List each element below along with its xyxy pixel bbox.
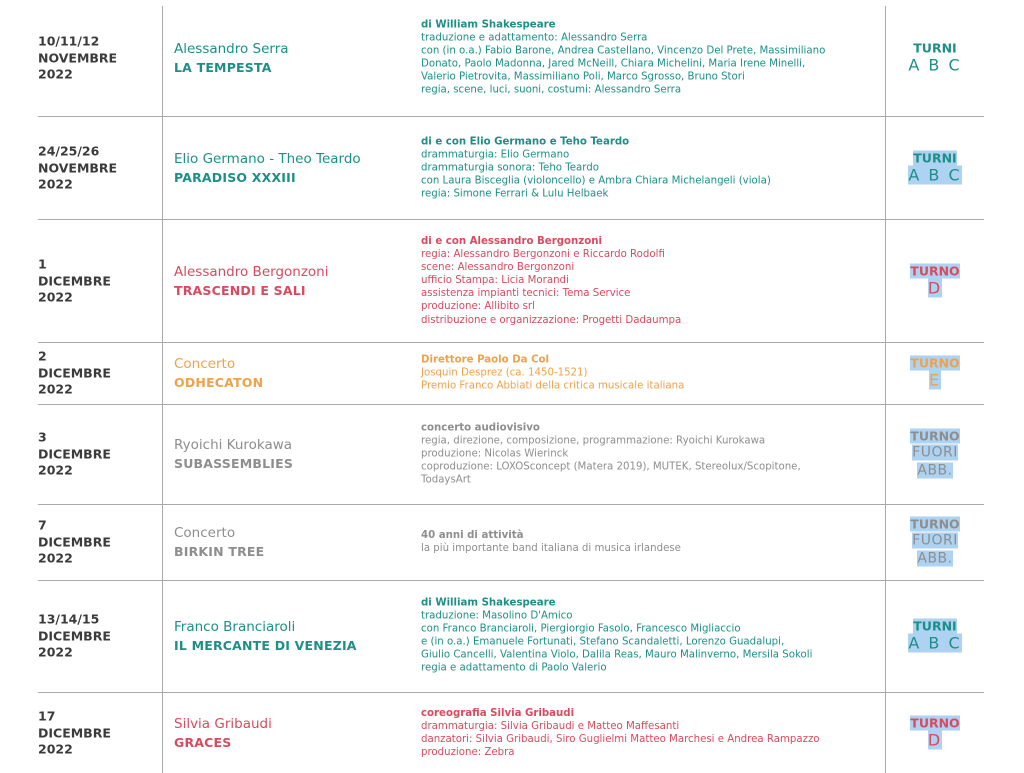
turn-value xyxy=(886,634,984,654)
date-line: 3 xyxy=(38,429,47,445)
turn-value xyxy=(886,371,984,391)
details-line: regia, scene, luci, suoni, costumi: Alessandro Serra xyxy=(421,85,682,97)
turn-value-text: A B C xyxy=(908,55,962,75)
details-line: regia: Alessandro Bergonzoni e Riccardo Rodolfi xyxy=(421,249,665,261)
event-details xyxy=(421,597,881,676)
event-date xyxy=(38,348,158,398)
artist-name: Elio Germano - Theo Teardo xyxy=(174,150,361,167)
event-title-block xyxy=(174,525,414,560)
details-line: la più importante band italiana di musica irlandese xyxy=(421,543,681,554)
event-details xyxy=(421,707,881,759)
turn-value-text: ABB. xyxy=(917,462,953,479)
details-line: e (in o.a.) Emanuele Fortunati, Stefano Scandaletti, Lorenzo Guadalupi, xyxy=(421,637,785,648)
turn-label-text: TURNO xyxy=(910,715,960,731)
turn-label xyxy=(886,151,984,166)
turn-value-text: FUORI xyxy=(912,444,958,461)
event-title-block xyxy=(174,716,414,751)
date-line: DICEMBRE xyxy=(38,627,111,643)
turn-label-text: TURNO xyxy=(910,355,960,371)
event-date xyxy=(38,143,158,193)
details-line: Giulio Cancelli, Valentina Violo, Dalila Reas, Mauro Malinverno, Mersila Sokoli xyxy=(421,650,813,662)
details-line: drammaturgia: Elio Germano xyxy=(421,149,570,161)
details-line: Premio Franco Abbiati della critica musicale italiana xyxy=(421,380,685,392)
details-line: Valerio Pietrovita, Massimiliano Poli, Marco Sgrosso, Bruno Stori xyxy=(421,72,745,84)
event-title-block xyxy=(174,437,414,472)
turn-value-text: FUORI xyxy=(912,532,958,549)
details-line: regia: Simone Ferrari & Lulu Helbaek xyxy=(421,188,609,200)
show-title: GRACES xyxy=(174,734,232,750)
artist-name: Concerto xyxy=(174,524,236,541)
event-date xyxy=(38,33,158,83)
event-details xyxy=(421,529,881,555)
turn-value-text: D xyxy=(927,278,943,298)
details-heading: di e con Alessandro Bergonzoni xyxy=(421,236,602,248)
date-line: 17 xyxy=(38,708,56,724)
event-date xyxy=(38,517,158,567)
turn-value-text: D xyxy=(927,730,943,750)
turn-value xyxy=(886,532,984,550)
details-heading: coreografia Silvia Gribaudi xyxy=(421,707,575,719)
turn-value-text: ABB. xyxy=(917,550,953,567)
artist-name: Alessandro Serra xyxy=(174,40,289,57)
row-separator xyxy=(38,219,984,220)
details-heading: Direttore Paolo Da Col xyxy=(421,354,550,366)
row-separator xyxy=(38,692,984,693)
event-date xyxy=(38,611,158,661)
event-title-block xyxy=(174,151,414,186)
subscription-turn xyxy=(886,356,984,391)
turn-label-text: TURNO xyxy=(910,263,960,279)
details-heading: di William Shakespeare xyxy=(421,19,556,31)
turn-label xyxy=(886,429,984,444)
event-date xyxy=(38,429,158,479)
date-line: DICEMBRE xyxy=(38,724,111,740)
details-line: drammaturgia sonora: Teho Teardo xyxy=(421,162,599,174)
turn-label-text: TURNO xyxy=(910,428,960,444)
turn-value xyxy=(886,166,984,186)
show-title: SUBASSEMBLIES xyxy=(174,455,294,471)
details-line: produzione: Nicolas Wierinck xyxy=(421,448,569,460)
details-line: distribuzione e organizzazione: Progetti Dadaumpa xyxy=(421,314,682,326)
event-details xyxy=(421,135,881,200)
date-line: 2022 xyxy=(38,381,73,397)
event-title-block xyxy=(174,356,414,391)
details-line: Josquin Desprez (ca. 1450-1521) xyxy=(421,367,588,379)
details-line: Donato, Paolo Madonna, Jared McNeill, Chiara Michelini, Maria Irene Minelli, xyxy=(421,59,806,70)
event-details xyxy=(421,19,881,98)
details-line: regia, direzione, composizione, programmazione: Ryoichi Kurokawa xyxy=(421,435,766,447)
turn-label xyxy=(886,716,984,731)
turn-value xyxy=(886,462,984,480)
date-line: DICEMBRE xyxy=(38,533,111,549)
details-heading: di e con Elio Germano e Teho Teardo xyxy=(421,136,630,148)
details-line: con Laura Bisceglia (violoncello) e Ambra Chiara Michelangeli (viola) xyxy=(421,175,771,187)
date-line: 2 xyxy=(38,348,47,364)
details-heading: di William Shakespeare xyxy=(421,597,556,609)
artist-name: Silvia Gribaudi xyxy=(174,715,272,732)
turn-value-text: E xyxy=(928,370,942,390)
details-line: produzione: Allibito srl xyxy=(421,301,535,313)
turn-label-text: TURNO xyxy=(910,516,960,532)
turn-value xyxy=(886,550,984,568)
details-line: drammaturgia: Silvia Gribaudi e Matteo Maffesanti xyxy=(421,720,680,732)
date-line: 10/11/12 xyxy=(38,33,100,49)
details-line: assistenza impianti tecnici: Tema Service xyxy=(421,288,631,300)
event-details xyxy=(421,421,881,486)
date-line: DICEMBRE xyxy=(38,272,111,288)
details-line: ufficio Stampa: Licia Morandi xyxy=(421,275,569,287)
event-date xyxy=(38,256,158,306)
show-title: ODHECATON xyxy=(174,374,264,390)
show-title: TRASCENDI E SALI xyxy=(174,282,306,298)
date-line: 24/25/26 xyxy=(38,143,100,159)
subscription-turn xyxy=(886,264,984,299)
subscription-turn xyxy=(886,41,984,76)
show-title: IL MERCANTE DI VENEZIA xyxy=(174,637,357,653)
event-title-block xyxy=(174,41,414,76)
event-title-block xyxy=(174,264,414,299)
date-line: 2022 xyxy=(38,644,73,660)
details-line: con (in o.a.) Fabio Barone, Andrea Castellano, Vincenzo Del Prete, Massimiliano xyxy=(421,45,826,57)
turn-value-text: A B C xyxy=(908,633,962,653)
date-line: 2022 xyxy=(38,176,73,192)
details-line: produzione: Zebra xyxy=(421,747,515,759)
event-date xyxy=(38,708,158,758)
date-line: DICEMBRE xyxy=(38,445,111,461)
event-details xyxy=(421,353,881,392)
turn-label-text: TURNI xyxy=(913,618,957,634)
turn-label xyxy=(886,619,984,634)
date-line: DICEMBRE xyxy=(38,364,111,380)
row-separator xyxy=(38,504,984,505)
details-line: coproduzione: LOXOSconcept (Matera 2019), MUTEK, Stereolux/Scopitone, xyxy=(421,461,801,473)
artist-name: Franco Branciaroli xyxy=(174,618,296,635)
turn-value xyxy=(886,731,984,751)
details-line: TodaysArt xyxy=(421,474,471,486)
date-line: 2022 xyxy=(38,289,73,305)
date-line: NOVEMBRE xyxy=(38,159,118,175)
artist-name: Concerto xyxy=(174,355,236,372)
details-line: con Franco Branciaroli, Piergiorgio Fasolo, Francesco Migliaccio xyxy=(421,623,741,635)
details-line: traduzione: Masolino D'Amico xyxy=(421,610,573,622)
date-line: 13/14/15 xyxy=(38,611,100,627)
turn-value-text: A B C xyxy=(908,165,962,185)
date-line: 7 xyxy=(38,517,47,533)
turn-label xyxy=(886,264,984,279)
row-separator xyxy=(38,580,984,581)
row-separator xyxy=(38,342,984,343)
event-title-block xyxy=(174,619,414,654)
artist-name: Alessandro Bergonzoni xyxy=(174,263,329,280)
date-line: NOVEMBRE xyxy=(38,49,118,65)
date-line: 2022 xyxy=(38,741,73,757)
row-separator xyxy=(38,404,984,405)
show-title: PARADISO XXXIII xyxy=(174,169,296,185)
date-line: 1 xyxy=(38,256,47,272)
show-title: LA TEMPESTA xyxy=(174,59,272,75)
details-line: danzatori: Silvia Gribaudi, Siro Guglielmi Matteo Marchesi e Andrea Rampazzo xyxy=(421,734,820,745)
row-separator xyxy=(38,116,984,117)
subscription-turn xyxy=(886,619,984,654)
details-line: regia e adattamento di Paolo Valerio xyxy=(421,663,607,675)
turn-value xyxy=(886,444,984,462)
date-line: 2022 xyxy=(38,66,73,82)
turn-label xyxy=(886,356,984,371)
details-line: scene: Alessandro Bergonzoni xyxy=(421,262,575,274)
subscription-turn xyxy=(886,517,984,568)
subscription-turn xyxy=(886,716,984,751)
details-heading: 40 anni di attività xyxy=(421,529,524,541)
turn-label-text: TURNI xyxy=(913,40,957,56)
details-heading: concerto audiovisivo xyxy=(421,422,540,434)
date-line: 2022 xyxy=(38,550,73,566)
details-line: traduzione e adattamento: Alessandro Serra xyxy=(421,32,648,44)
turn-label-text: TURNI xyxy=(913,150,957,166)
event-details xyxy=(421,235,881,327)
subscription-turn xyxy=(886,429,984,480)
date-line: 2022 xyxy=(38,462,73,478)
column-divider xyxy=(162,6,163,773)
turn-label xyxy=(886,41,984,56)
subscription-turn xyxy=(886,151,984,186)
turn-value xyxy=(886,56,984,76)
turn-value xyxy=(886,279,984,299)
show-title: BIRKIN TREE xyxy=(174,543,265,559)
turn-label xyxy=(886,517,984,532)
artist-name: Ryoichi Kurokawa xyxy=(174,436,293,453)
